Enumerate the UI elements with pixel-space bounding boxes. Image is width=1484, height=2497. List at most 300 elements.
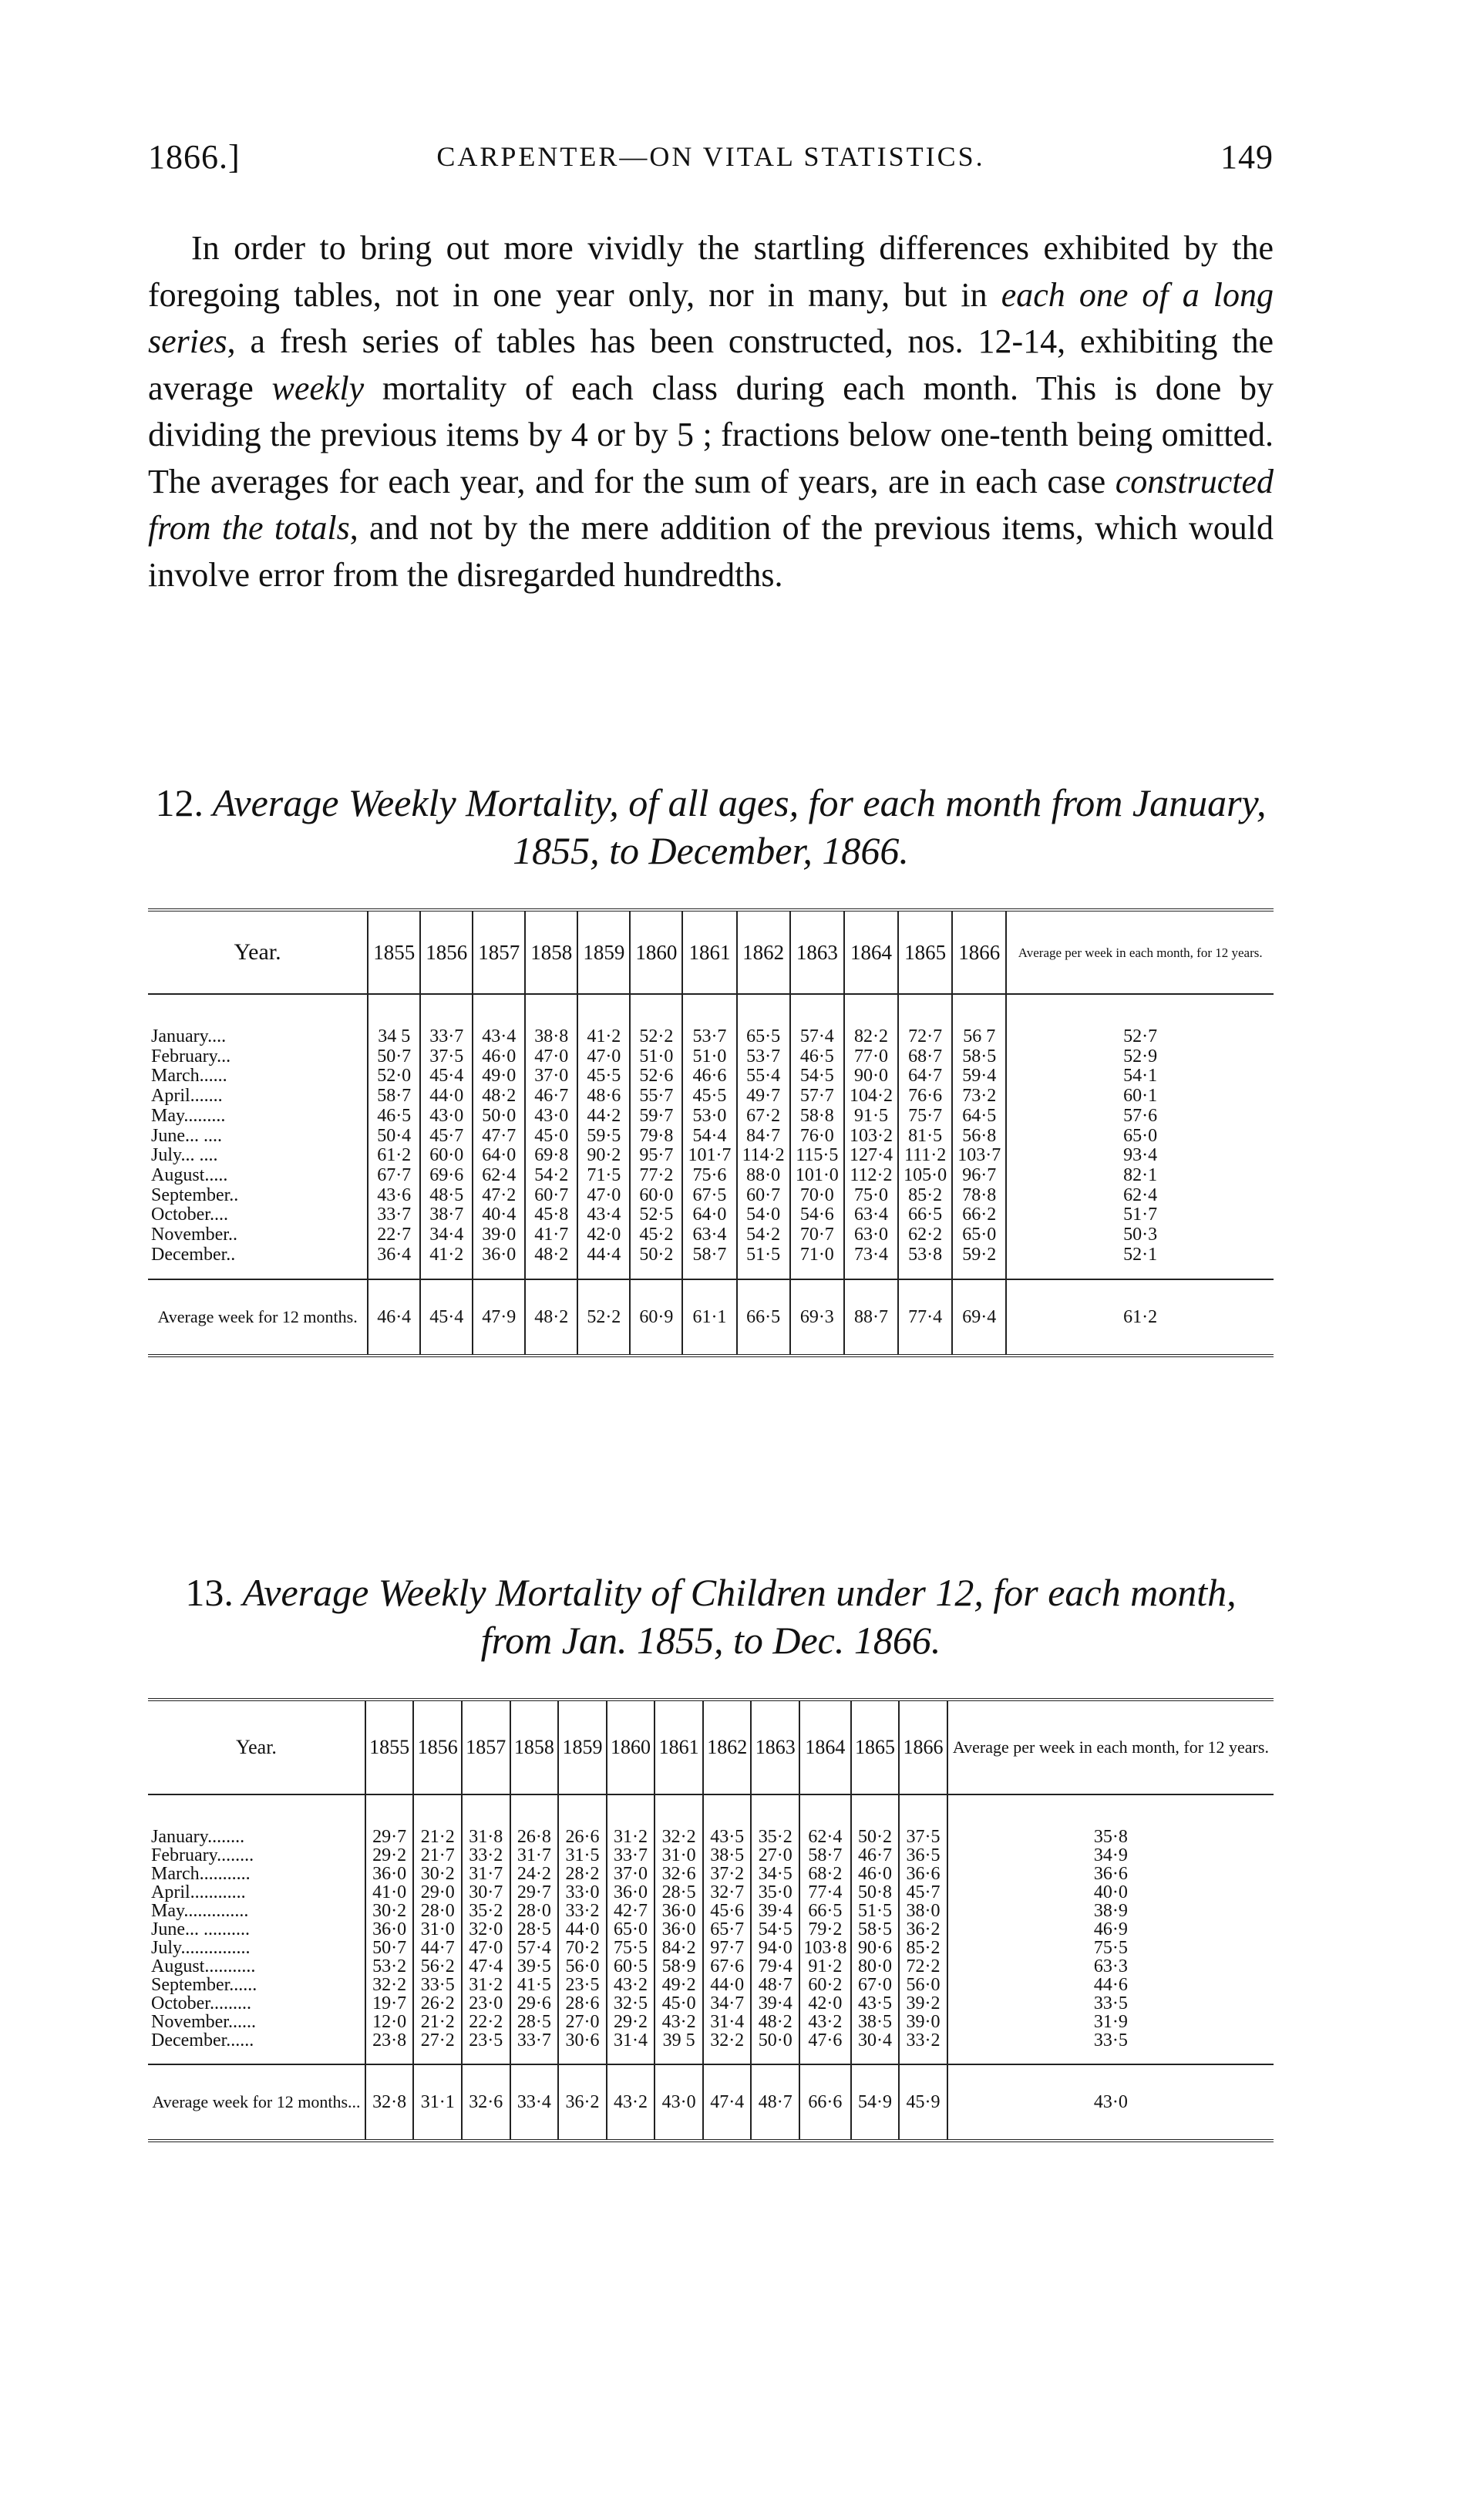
value-cell: 127·4 xyxy=(844,1146,898,1166)
value-cell: 36·0 xyxy=(365,1865,414,1883)
value-cell: 79·4 xyxy=(751,1957,799,1976)
value-cell: 84·7 xyxy=(737,1127,790,1147)
footer-row xyxy=(148,2064,1274,2141)
value-cell: 26·2 xyxy=(413,1994,462,2013)
paragraph-text: , and not by the mere addition of the previous items, which would involve error from the disregarded hundredths. xyxy=(148,509,1274,594)
year-header: 1864 xyxy=(844,910,898,994)
value-cell: 30·7 xyxy=(462,1883,510,1902)
value-cell: 32·0 xyxy=(462,1920,510,1939)
value-cell: 47·6 xyxy=(799,2031,851,2064)
month-label: November.. xyxy=(151,1225,237,1245)
value-cell: 44·0 xyxy=(703,1976,752,1994)
value-cell: 75·5 xyxy=(607,1939,655,1957)
value-cell: 31·4 xyxy=(607,2031,655,2064)
value-cell: 67·6 xyxy=(703,1957,752,1976)
value-cell: 50·4 xyxy=(368,1127,420,1147)
average-cell: 31·9 xyxy=(947,2013,1274,2031)
year-header: 1861 xyxy=(655,1700,703,1794)
average-cell: 57·6 xyxy=(1006,1107,1274,1127)
value-cell: 51·5 xyxy=(851,1902,900,1920)
value-cell: 46·7 xyxy=(851,1846,900,1865)
value-cell: 27·0 xyxy=(558,2013,607,2031)
table-row xyxy=(148,1957,1274,1976)
footer-value: 69·4 xyxy=(952,1279,1006,1356)
paragraph-text: , a fresh series of tables has been constructed, nos. 12-14, exhibiting the average xyxy=(148,322,1274,407)
value-cell: 31·7 xyxy=(510,1846,559,1865)
value-cell: 68·7 xyxy=(898,1047,952,1067)
value-cell: 27·0 xyxy=(751,1846,799,1865)
year-header: 1856 xyxy=(413,1700,462,1794)
value-cell: 67·2 xyxy=(737,1107,790,1127)
table-row xyxy=(148,1146,1274,1166)
value-cell: 49·0 xyxy=(473,1067,525,1087)
value-cell: 62·4 xyxy=(473,1166,525,1186)
value-cell: 94·0 xyxy=(751,1939,799,1957)
value-cell: 63·0 xyxy=(844,1225,898,1245)
value-cell: 37·5 xyxy=(899,1794,947,1846)
value-cell: 32·2 xyxy=(703,2031,752,2064)
value-cell: 39·0 xyxy=(473,1225,525,1245)
value-cell: 56·0 xyxy=(558,1957,607,1976)
value-cell: 43·5 xyxy=(851,1994,900,2013)
month-label: October.... xyxy=(151,1205,228,1225)
average-cell: 65·0 xyxy=(1006,1127,1274,1147)
value-cell: 65·7 xyxy=(703,1920,752,1939)
value-cell: 50·0 xyxy=(751,2031,799,2064)
value-cell: 33·7 xyxy=(368,1205,420,1225)
footer-row xyxy=(148,1279,1274,1356)
value-cell: 29·7 xyxy=(510,1883,559,1902)
footer-value: 54·9 xyxy=(851,2064,900,2141)
average-cell: 82·1 xyxy=(1006,1166,1274,1186)
value-cell: 54·4 xyxy=(682,1127,736,1147)
average-column-header: Average per week in each month, for 12 years. xyxy=(947,1700,1274,1794)
footer-value: 69·3 xyxy=(790,1279,844,1356)
value-cell: 46·7 xyxy=(525,1087,577,1107)
running-head xyxy=(148,137,1274,184)
footer-value: 66·6 xyxy=(799,2064,851,2141)
year-header: 1858 xyxy=(510,1700,559,1794)
average-cell: 40·0 xyxy=(947,1883,1274,1902)
month-label: June... .......... xyxy=(151,1919,250,1939)
header-row xyxy=(148,910,1274,994)
value-cell: 79·8 xyxy=(630,1127,682,1147)
value-cell: 77·4 xyxy=(799,1883,851,1902)
footer-value: 47·9 xyxy=(473,1279,525,1356)
year-header: 1865 xyxy=(898,910,952,994)
value-cell: 69·6 xyxy=(420,1166,473,1186)
value-cell: 29·2 xyxy=(607,2013,655,2031)
value-cell: 39·5 xyxy=(510,1957,559,1976)
year-header: 1861 xyxy=(682,910,736,994)
month-label: March...... xyxy=(151,1066,227,1087)
value-cell: 104·2 xyxy=(844,1087,898,1107)
value-cell: 33·2 xyxy=(462,1846,510,1865)
table-row xyxy=(148,1939,1274,1957)
table-row xyxy=(148,1920,1274,1939)
value-cell: 60·0 xyxy=(630,1186,682,1206)
value-cell: 39·2 xyxy=(899,1994,947,2013)
year-header: 1863 xyxy=(790,910,844,994)
table-row xyxy=(148,1205,1274,1225)
value-cell: 66·2 xyxy=(952,1205,1006,1225)
value-cell: 53·0 xyxy=(682,1107,736,1127)
table-12 xyxy=(148,908,1274,1357)
value-cell: 44·2 xyxy=(577,1107,630,1127)
value-cell: 82·2 xyxy=(844,994,898,1047)
table-row xyxy=(148,2013,1274,2031)
value-cell: 47·4 xyxy=(462,1957,510,1976)
value-cell: 45·6 xyxy=(703,1902,752,1920)
average-cell: 60·1 xyxy=(1006,1087,1274,1107)
value-cell: 33·0 xyxy=(558,1883,607,1902)
value-cell: 28·5 xyxy=(655,1883,703,1902)
footer-value: 61·1 xyxy=(682,1279,736,1356)
value-cell: 53·8 xyxy=(898,1245,952,1280)
value-cell: 36·4 xyxy=(368,1245,420,1280)
value-cell: 60·2 xyxy=(799,1976,851,1994)
value-cell: 115·5 xyxy=(790,1146,844,1166)
value-cell: 41·7 xyxy=(525,1225,577,1245)
table-row xyxy=(148,1225,1274,1245)
footer-value: 60·9 xyxy=(630,1279,682,1356)
value-cell: 44·7 xyxy=(413,1939,462,1957)
month-label: January.... xyxy=(151,1026,227,1046)
value-cell: 58·5 xyxy=(851,1920,900,1939)
footer-value: 36·2 xyxy=(558,2064,607,2141)
table-row xyxy=(148,1186,1274,1206)
value-cell: 101·0 xyxy=(790,1166,844,1186)
value-cell: 111·2 xyxy=(898,1146,952,1166)
header-row xyxy=(148,1700,1274,1794)
value-cell: 34·4 xyxy=(420,1225,473,1245)
value-cell: 75·7 xyxy=(898,1107,952,1127)
month-label: May.............. xyxy=(151,1901,249,1921)
value-cell: 37·0 xyxy=(607,1865,655,1883)
value-cell: 45·7 xyxy=(420,1127,473,1147)
value-cell: 33·2 xyxy=(899,2031,947,2064)
footer-value: 31·1 xyxy=(413,2064,462,2141)
value-cell: 48·7 xyxy=(751,1976,799,1994)
value-cell: 31·5 xyxy=(558,1846,607,1865)
value-cell: 34·7 xyxy=(703,1994,752,2013)
paragraph-text: In order to bring out more vividly the startling differences exhibited by the foregoing tables, not in one year only, nor in many, but in xyxy=(148,229,1274,314)
value-cell: 31·4 xyxy=(703,2013,752,2031)
value-cell: 27·2 xyxy=(413,2031,462,2064)
footer-label: Average week for 12 months... xyxy=(148,2064,365,2141)
value-cell: 62·4 xyxy=(799,1794,851,1846)
value-cell: 91·5 xyxy=(844,1107,898,1127)
value-cell: 31·0 xyxy=(655,1846,703,1865)
value-cell: 33·5 xyxy=(413,1976,462,1994)
average-cell: 35·8 xyxy=(947,1794,1274,1846)
year-header: 1863 xyxy=(751,1700,799,1794)
value-cell: 44·0 xyxy=(558,1920,607,1939)
year-header: 1860 xyxy=(607,1700,655,1794)
table-row xyxy=(148,1902,1274,1920)
value-cell: 46·5 xyxy=(368,1107,420,1127)
value-cell: 43·2 xyxy=(799,2013,851,2031)
table-row xyxy=(148,1976,1274,1994)
table-row xyxy=(148,1067,1274,1087)
value-cell: 48·2 xyxy=(473,1087,525,1107)
value-cell: 32·6 xyxy=(655,1865,703,1883)
value-cell: 75·6 xyxy=(682,1166,736,1186)
value-cell: 43·2 xyxy=(655,2013,703,2031)
value-cell: 28·0 xyxy=(413,1902,462,1920)
value-cell: 60·7 xyxy=(525,1186,577,1206)
value-cell: 30·6 xyxy=(558,2031,607,2064)
value-cell: 28·5 xyxy=(510,2013,559,2031)
month-label: September.. xyxy=(151,1184,239,1205)
value-cell: 50·2 xyxy=(630,1245,682,1280)
value-cell: 63·4 xyxy=(682,1225,736,1245)
value-cell: 57·7 xyxy=(790,1087,844,1107)
year-header: 1862 xyxy=(737,910,790,994)
paragraph-italic: each one of a long series xyxy=(148,275,1274,360)
value-cell: 30·4 xyxy=(851,2031,900,2064)
value-cell: 45·5 xyxy=(682,1087,736,1107)
value-cell: 29·7 xyxy=(365,1794,414,1846)
value-cell: 23·8 xyxy=(365,2031,414,2064)
value-cell: 23·0 xyxy=(462,1994,510,2013)
month-label: August..... xyxy=(151,1164,228,1185)
value-cell: 53·7 xyxy=(737,1047,790,1067)
year-header: 1857 xyxy=(473,910,525,994)
month-label: May......... xyxy=(151,1105,226,1126)
value-cell: 53·2 xyxy=(365,1957,414,1976)
value-cell: 46·5 xyxy=(790,1047,844,1067)
footer-value: 52·2 xyxy=(577,1279,630,1356)
value-cell: 58·7 xyxy=(368,1087,420,1107)
paragraph-text: mortality of each class during each month. This is done by dividing the previous items by 4 or by 5 ; fractions below one-tenth being omitted. The averages for each year, and for the sum of years, are in each case xyxy=(148,369,1274,500)
value-cell: 42·0 xyxy=(577,1225,630,1245)
footer-value: 88·7 xyxy=(844,1279,898,1356)
value-cell: 29·2 xyxy=(365,1846,414,1865)
value-cell: 46·0 xyxy=(473,1047,525,1067)
year-column-header: Year. xyxy=(148,910,368,994)
year-header: 1855 xyxy=(365,1700,414,1794)
value-cell: 56·8 xyxy=(952,1127,1006,1147)
value-cell: 60·5 xyxy=(607,1957,655,1976)
value-cell: 43·4 xyxy=(577,1205,630,1225)
table-row xyxy=(148,1047,1274,1067)
value-cell: 45·5 xyxy=(577,1067,630,1087)
month-label: August........... xyxy=(151,1956,256,1976)
value-cell: 57·4 xyxy=(510,1939,559,1957)
table-row xyxy=(148,1107,1274,1127)
value-cell: 33·2 xyxy=(558,1902,607,1920)
value-cell: 43·0 xyxy=(420,1107,473,1127)
value-cell: 69·8 xyxy=(525,1146,577,1166)
value-cell: 95·7 xyxy=(630,1146,682,1166)
year-header: 1866 xyxy=(952,910,1006,994)
value-cell: 64·0 xyxy=(473,1146,525,1166)
year-header: 1866 xyxy=(899,1700,947,1794)
value-cell: 26·8 xyxy=(510,1794,559,1846)
table-row xyxy=(148,1883,1274,1902)
value-cell: 54·0 xyxy=(737,1205,790,1225)
value-cell: 53·7 xyxy=(682,994,736,1047)
table-row xyxy=(148,2031,1274,2064)
table-row xyxy=(148,1166,1274,1186)
value-cell: 28·5 xyxy=(510,1920,559,1939)
value-cell: 35·0 xyxy=(751,1883,799,1902)
value-cell: 54·5 xyxy=(790,1067,844,1087)
average-cell: 63·3 xyxy=(947,1957,1274,1976)
value-cell: 58·7 xyxy=(799,1846,851,1865)
value-cell: 112·2 xyxy=(844,1166,898,1186)
value-cell: 39·4 xyxy=(751,1994,799,2013)
value-cell: 32·5 xyxy=(607,1994,655,2013)
month-label: December.. xyxy=(151,1244,236,1265)
value-cell: 59·2 xyxy=(952,1245,1006,1280)
value-cell: 50·2 xyxy=(851,1794,900,1846)
paragraph-italic: constructed from the totals xyxy=(148,462,1274,547)
value-cell: 52·2 xyxy=(630,994,682,1047)
value-cell: 45·2 xyxy=(630,1225,682,1245)
month-label: February........ xyxy=(151,1845,254,1865)
value-cell: 88·0 xyxy=(737,1166,790,1186)
value-cell: 31·7 xyxy=(462,1865,510,1883)
value-cell: 48·2 xyxy=(751,2013,799,2031)
value-cell: 56·0 xyxy=(899,1976,947,1994)
value-cell: 32·2 xyxy=(655,1794,703,1846)
table-row xyxy=(148,1245,1274,1280)
value-cell: 97·7 xyxy=(703,1939,752,1957)
value-cell: 43·6 xyxy=(368,1186,420,1206)
value-cell: 50·8 xyxy=(851,1883,900,1902)
value-cell: 12·0 xyxy=(365,2013,414,2031)
value-cell: 64·7 xyxy=(898,1067,952,1087)
footer-average: 43·0 xyxy=(947,2064,1274,2141)
value-cell: 31·2 xyxy=(462,1976,510,1994)
average-cell: 36·6 xyxy=(947,1865,1274,1883)
value-cell: 41·2 xyxy=(577,994,630,1047)
value-cell: 37·2 xyxy=(703,1865,752,1883)
value-cell: 32·2 xyxy=(365,1976,414,1994)
value-cell: 36·6 xyxy=(899,1865,947,1883)
value-cell: 57·4 xyxy=(790,994,844,1047)
value-cell: 70·7 xyxy=(790,1225,844,1245)
month-label: January........ xyxy=(151,1827,245,1847)
value-cell: 49·7 xyxy=(737,1087,790,1107)
value-cell: 59·4 xyxy=(952,1067,1006,1087)
average-cell: 52·9 xyxy=(1006,1047,1274,1067)
value-cell: 64·0 xyxy=(682,1205,736,1225)
value-cell: 52·5 xyxy=(630,1205,682,1225)
value-cell: 40·4 xyxy=(473,1205,525,1225)
value-cell: 60·7 xyxy=(737,1186,790,1206)
value-cell: 31·0 xyxy=(413,1920,462,1939)
value-cell: 67·5 xyxy=(682,1186,736,1206)
value-cell: 54·6 xyxy=(790,1205,844,1225)
value-cell: 45·8 xyxy=(525,1205,577,1225)
year-header: 1859 xyxy=(558,1700,607,1794)
value-cell: 42·7 xyxy=(607,1902,655,1920)
year-header: 1855 xyxy=(368,910,420,994)
year-column-header: Year. xyxy=(148,1700,365,1794)
value-cell: 56 7 xyxy=(952,994,1006,1047)
value-cell: 34·5 xyxy=(751,1865,799,1883)
average-cell: 52·1 xyxy=(1006,1245,1274,1280)
value-cell: 51·5 xyxy=(737,1245,790,1280)
average-cell: 52·7 xyxy=(1006,994,1274,1047)
value-cell: 67·0 xyxy=(851,1976,900,1994)
average-cell: 93·4 xyxy=(1006,1146,1274,1166)
footer-value: 48·2 xyxy=(525,1279,577,1356)
value-cell: 33·7 xyxy=(510,2031,559,2064)
value-cell: 54·5 xyxy=(751,1920,799,1939)
table-row xyxy=(148,1127,1274,1147)
value-cell: 43·2 xyxy=(607,1976,655,1994)
value-cell: 38·8 xyxy=(525,994,577,1047)
value-cell: 61·2 xyxy=(368,1146,420,1166)
value-cell: 65·0 xyxy=(607,1920,655,1939)
average-cell: 75·5 xyxy=(947,1939,1274,1957)
table-row xyxy=(148,1846,1274,1865)
value-cell: 49·2 xyxy=(655,1976,703,1994)
value-cell: 48·6 xyxy=(577,1087,630,1107)
year-header: 1856 xyxy=(420,910,473,994)
value-cell: 36·2 xyxy=(899,1920,947,1939)
value-cell: 66·5 xyxy=(799,1902,851,1920)
footer-average: 61·2 xyxy=(1006,1279,1274,1356)
month-label: April............ xyxy=(151,1882,246,1902)
value-cell: 43·5 xyxy=(703,1794,752,1846)
value-cell: 22·2 xyxy=(462,2013,510,2031)
value-cell: 41·5 xyxy=(510,1976,559,1994)
value-cell: 43·4 xyxy=(473,994,525,1047)
value-cell: 71·0 xyxy=(790,1245,844,1280)
value-cell: 58·5 xyxy=(952,1047,1006,1067)
value-cell: 55·4 xyxy=(737,1067,790,1087)
table-row xyxy=(148,1087,1274,1107)
value-cell: 29·0 xyxy=(413,1883,462,1902)
average-cell: 33·5 xyxy=(947,1994,1274,2013)
value-cell: 31·8 xyxy=(462,1794,510,1846)
footer-value: 77·4 xyxy=(898,1279,952,1356)
value-cell: 76·6 xyxy=(898,1087,952,1107)
value-cell: 48·2 xyxy=(525,1245,577,1280)
footer-value: 48·7 xyxy=(751,2064,799,2141)
value-cell: 37·0 xyxy=(525,1067,577,1087)
value-cell: 24·2 xyxy=(510,1865,559,1883)
value-cell: 77·2 xyxy=(630,1166,682,1186)
average-cell: 46·9 xyxy=(947,1920,1274,1939)
table-12-caption xyxy=(148,779,1274,874)
value-cell: 38·5 xyxy=(703,1846,752,1865)
value-cell: 42·0 xyxy=(799,1994,851,2013)
running-head-title: CARPENTER—ON VITAL STATISTICS. xyxy=(436,141,985,172)
value-cell: 60·0 xyxy=(420,1146,473,1166)
value-cell: 72·7 xyxy=(898,994,952,1047)
month-label: February... xyxy=(151,1046,231,1067)
footer-value: 32·8 xyxy=(365,2064,414,2141)
year-header: 1857 xyxy=(462,1700,510,1794)
value-cell: 68·2 xyxy=(799,1865,851,1883)
value-cell: 38·0 xyxy=(899,1902,947,1920)
value-cell: 103·2 xyxy=(844,1127,898,1147)
value-cell: 34 5 xyxy=(368,994,420,1047)
value-cell: 84·2 xyxy=(655,1939,703,1957)
value-cell: 46·6 xyxy=(682,1067,736,1087)
footer-value: 45·4 xyxy=(420,1279,473,1356)
value-cell: 59·5 xyxy=(577,1127,630,1147)
value-cell: 59·7 xyxy=(630,1107,682,1127)
value-cell: 114·2 xyxy=(737,1146,790,1166)
value-cell: 39·4 xyxy=(751,1902,799,1920)
